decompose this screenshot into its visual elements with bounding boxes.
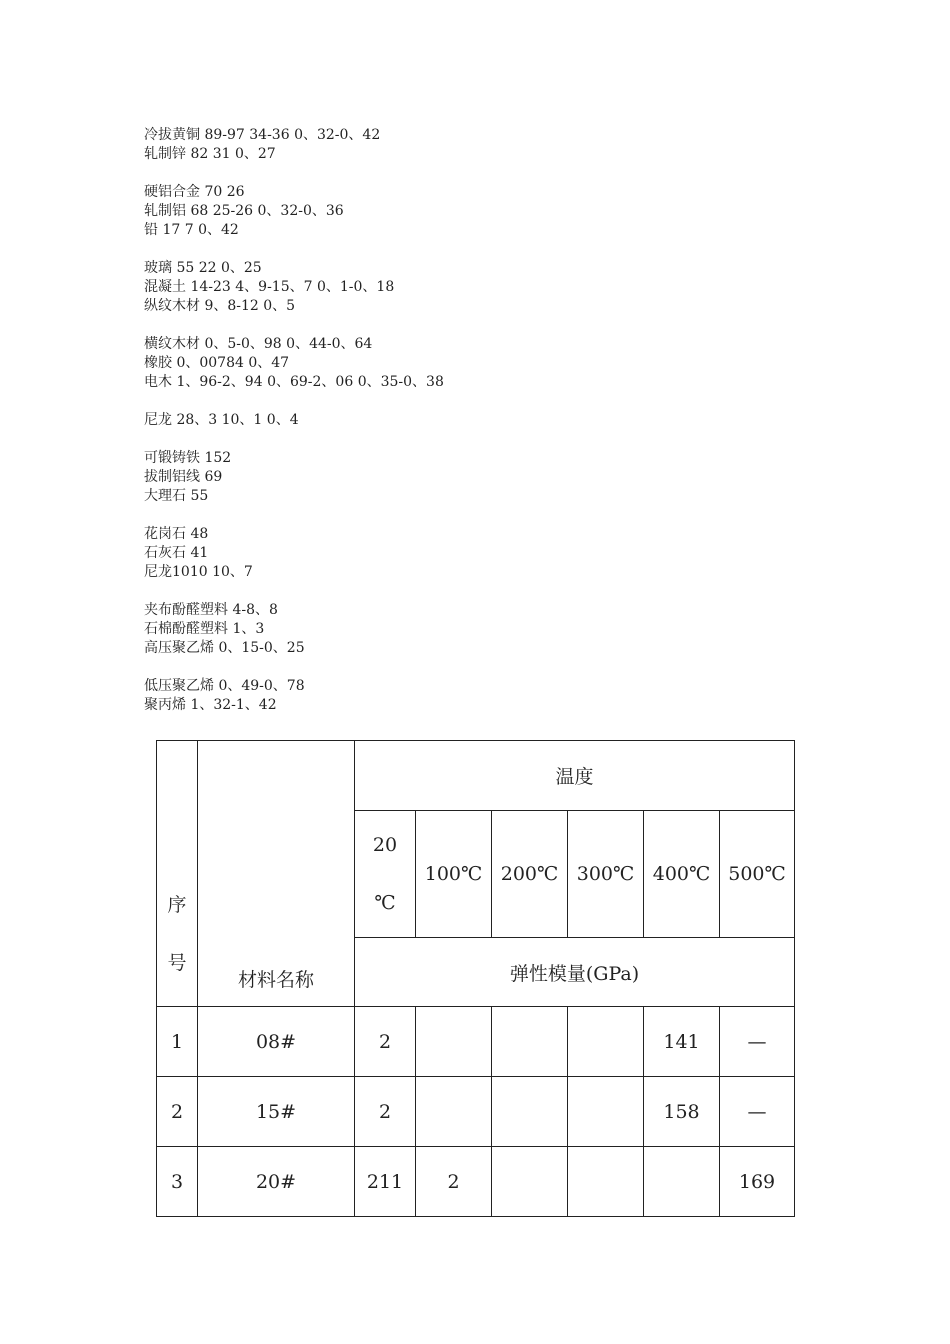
material-line: 大理石 55 (144, 488, 209, 504)
row-modulus-value: — (720, 1077, 795, 1147)
material-group (144, 411, 844, 430)
table-row (157, 1147, 795, 1217)
material-line: 可锻铸铁 152 (144, 450, 232, 466)
row-modulus-value (568, 1147, 644, 1217)
material-line: 花岗石 48 (144, 526, 209, 542)
material-group (144, 259, 844, 316)
row-modulus-value: 141 (644, 1007, 720, 1077)
header-temperature: 温度 (355, 741, 795, 811)
material-line: 石棉酚醛塑料 1、3 (144, 621, 265, 637)
row-modulus-value: 211 (355, 1147, 416, 1217)
temperature-label: 20 (372, 834, 398, 856)
material-group (144, 601, 844, 658)
material-line: 横纹木材 0、5-0、98 0、44-0、64 (144, 336, 373, 352)
header-seq-char-1: 序 (167, 894, 187, 916)
row-seq: 2 (157, 1077, 198, 1147)
row-modulus-value: 2 (416, 1147, 492, 1217)
row-material-name: 20# (198, 1147, 355, 1217)
row-modulus-value: 2 (355, 1077, 416, 1147)
row-modulus-value (492, 1077, 568, 1147)
material-line: 橡胶 0、00784 0、47 (144, 355, 290, 371)
row-material-name: 15# (198, 1077, 355, 1147)
material-line: 高压聚乙烯 0、15-0、25 (144, 640, 305, 656)
material-line: 电木 1、96-2、94 0、69-2、06 0、35-0、38 (144, 374, 444, 390)
material-line: 夹布酚醛塑料 4-8、8 (144, 602, 278, 618)
table-row (157, 1007, 795, 1077)
material-group (144, 126, 844, 164)
temperature-label: 200℃ (500, 863, 559, 885)
material-line: 尼龙 28、3 10、1 0、4 (144, 412, 299, 428)
row-modulus-value (644, 1147, 720, 1217)
row-modulus-value: 158 (644, 1077, 720, 1147)
temperature-cell (492, 811, 568, 938)
temperature-cell (720, 811, 795, 938)
row-modulus-value (416, 1007, 492, 1077)
material-line: 硬铝合金 70 26 (144, 184, 245, 200)
row-seq: 3 (157, 1147, 198, 1217)
material-line: 纵纹木材 9、8-12 0、5 (144, 298, 296, 314)
table-row (157, 1077, 795, 1147)
temperature-label: ℃ (374, 892, 396, 914)
material-line: 玻璃 55 22 0、25 (144, 260, 262, 276)
row-modulus-value: 2 (355, 1007, 416, 1077)
material-line: 轧制锌 82 31 0、27 (144, 146, 276, 162)
row-modulus-value (568, 1077, 644, 1147)
material-line: 冷拔黄铜 89-97 34-36 0、32-0、42 (144, 127, 381, 143)
material-group (144, 525, 844, 582)
material-line: 轧制铝 68 25-26 0、32-0、36 (144, 203, 344, 219)
temperature-cell (568, 811, 644, 938)
material-line: 聚丙烯 1、32-1、42 (144, 697, 277, 713)
header-material-name: 材料名称 (198, 741, 355, 1007)
row-modulus-value (492, 1147, 568, 1217)
material-line: 铅 17 7 0、42 (144, 222, 239, 238)
material-list (144, 126, 844, 734)
header-modulus: 弹性模量(GPa) (355, 938, 795, 1007)
temperature-cell (416, 811, 492, 938)
temperature-label: 500℃ (728, 863, 786, 885)
temperature-label: 100℃ (424, 863, 483, 885)
header-seq (157, 741, 198, 1007)
row-modulus-value (416, 1077, 492, 1147)
material-group (144, 449, 844, 506)
row-modulus-value: 169 (720, 1147, 795, 1217)
material-line: 石灰石 41 (144, 545, 209, 561)
row-modulus-value: — (720, 1007, 795, 1077)
row-seq: 1 (157, 1007, 198, 1077)
material-group (144, 183, 844, 240)
material-line: 尼龙1010 10、7 (144, 564, 253, 580)
material-line: 混凝土 14-23 4、9-15、7 0、1-0、18 (144, 279, 395, 295)
row-modulus-value (492, 1007, 568, 1077)
material-line: 低压聚乙烯 0、49-0、78 (144, 678, 305, 694)
modulus-table (156, 740, 795, 1217)
header-seq-char-2: 号 (167, 952, 187, 974)
temperature-label: 400℃ (652, 863, 711, 885)
material-group (144, 335, 844, 392)
temperature-cell (644, 811, 720, 938)
temperature-label: 300℃ (576, 863, 635, 885)
row-material-name: 08# (198, 1007, 355, 1077)
row-modulus-value (568, 1007, 644, 1077)
temperature-cell (355, 811, 416, 938)
material-line: 拔制铝线 69 (144, 469, 223, 485)
material-group (144, 677, 844, 715)
